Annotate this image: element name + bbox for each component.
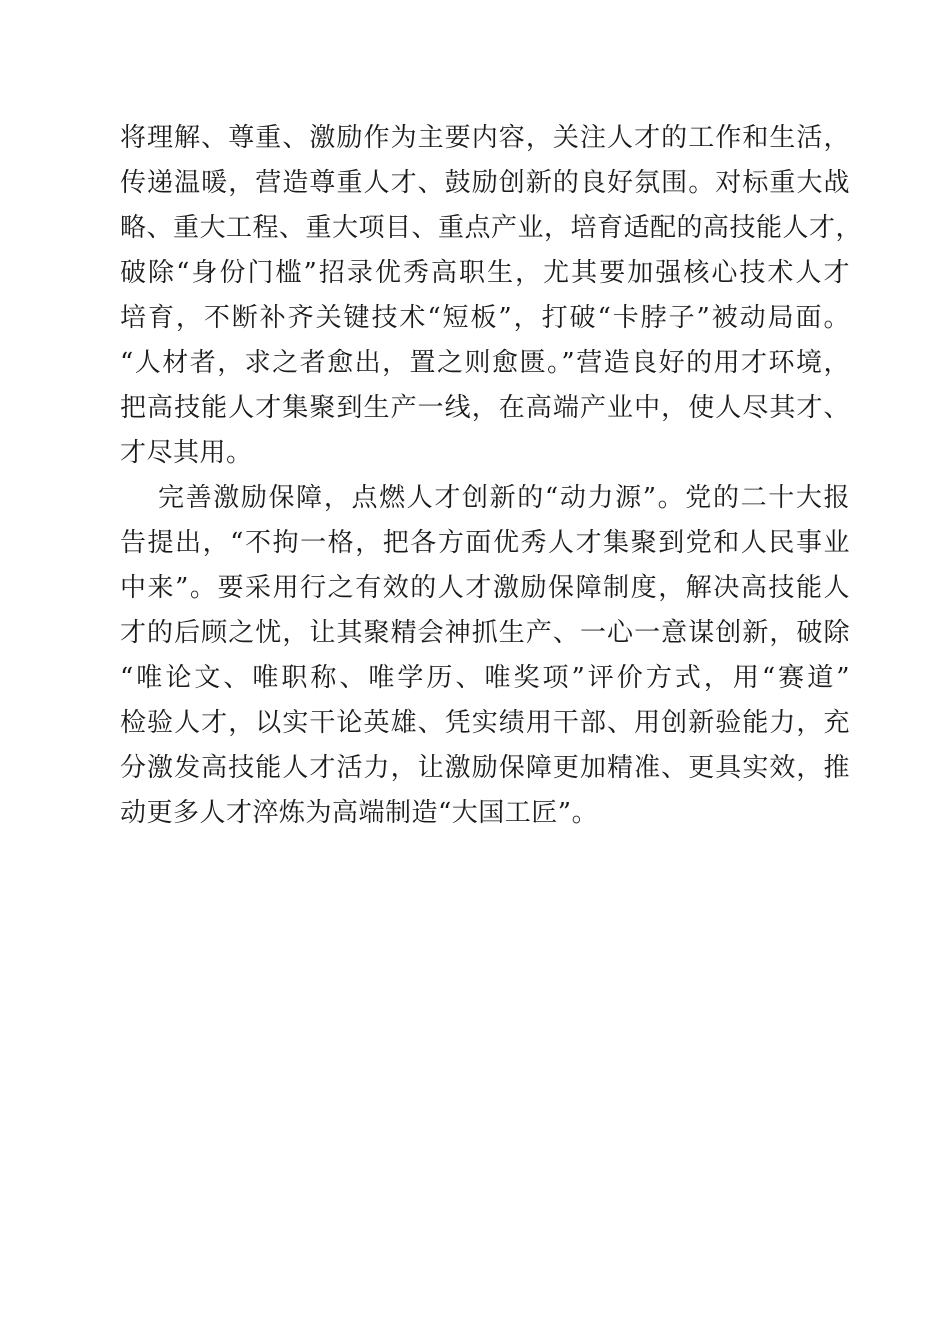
- paragraph-1-line-1: 将理解、尊重、激励作为主要内容，关注人才的工作和生活，: [120, 123, 850, 153]
- paragraph-2-line-4: 才的后顾之忧，让其聚精会神抓生产、一心一意谋创新，破除: [120, 618, 850, 648]
- paragraph-1: [120, 116, 863, 476]
- paragraph-1-line-7: 把高技能人才集聚到生产一线，在高端产业中，使人尽其才、: [120, 393, 850, 423]
- paragraph-2: [120, 476, 850, 836]
- paragraph-1-line-8: 才尽其用。: [120, 438, 253, 468]
- paragraph-1-line-2: 传递温暖，营造尊重人才、鼓励创新的良好氛围。对标重大战: [120, 168, 850, 198]
- paragraph-2-line-3: 中来”。要采用行之有效的人才激励保障制度，解决高技能人: [120, 573, 850, 603]
- paragraph-1-line-3: 略、重大工程、重大项目、重点产业，培育适配的高技能人才，: [120, 213, 863, 243]
- paragraph-1-line-5: 培育，不断补齐关键技术“短板”，打破“卡脖子”被动局面。: [120, 303, 850, 333]
- paragraph-1-line-4: 破除“身份门槛”招录优秀高职生，尤其要加强核心技术人才: [120, 258, 850, 288]
- paragraph-1-line-6: “人材者，求之者愈出，置之则愈匮。”营造良好的用才环境，: [120, 348, 850, 378]
- paragraph-2-line-5: “唯论文、唯职称、唯学历、唯奖项”评价方式，用“赛道”: [120, 663, 850, 693]
- paragraph-2-line-2: 告提出，“不拘一格，把各方面优秀人才集聚到党和人民事业: [120, 528, 850, 558]
- paragraph-2-line-6: 检验人才，以实干论英雄、凭实绩用干部、用创新验能力，充: [120, 708, 850, 738]
- paragraph-2-line-8: 动更多人才淬炼为高端制造“大国工匠”。: [120, 798, 599, 828]
- document-body: [120, 116, 863, 836]
- paragraph-2-line-7: 分激发高技能人才活力，让激励保障更加精准、更具实效，推: [120, 753, 850, 783]
- paragraph-2-line-1: 完善激励保障，点燃人才创新的“动力源”。党的二十大报: [158, 483, 850, 513]
